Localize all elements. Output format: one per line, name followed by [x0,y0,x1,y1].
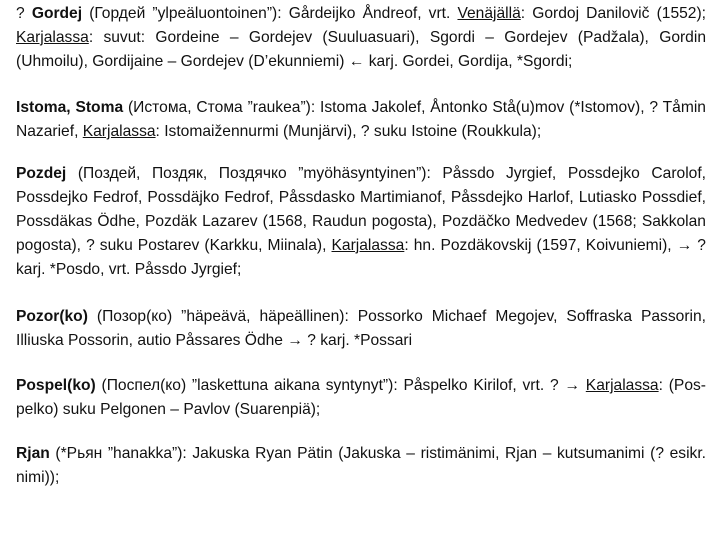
underlined-term: Karjalassa [331,237,405,254]
entry-istoma [16,96,706,144]
underlined-term: Karjalassa [82,123,156,140]
underlined-term: Karjalassa [16,29,89,46]
entry-pospel [16,374,706,422]
entry-headword: Pozdej [16,165,67,182]
entry-text: (Позор(ко) ”häpeävä, häpeällinen): Possorko Michaef Megojev, Soffraska Passorin, Illiuska Possorin, autio Påssares Ödhe → ? karj. *Possari [16,308,706,349]
underlined-term: Karjalassa [585,377,659,394]
entry-text: : (Pos-pelko) suku Pelgonen – Pavlov (Suarenpiä); [16,377,706,418]
entry-headword: Gordej [31,5,83,22]
entry-pozor [16,305,706,353]
entry-text: (Истома, Стома ”raukea”): Istoma Jakolef, Åntonko Stå(u)mov (*Istomov), ? Tåmin Nazarief, [16,99,706,140]
entry-text: (*Рьян ”hanakka”): Jakuska Ryan Pätin (Jakuska – ristimänimi, Rjan – kutsumanimi (? esikr. nimi)); [16,445,706,486]
entry-text: : suvut: Gordeine – Gordejev (Suuluasuari), Sgordi – Gordejev (Padžala), Gordin (Uhmoilu), Gordijaine – Gordejev (D’ekunniemi) ← karj. Gordei, Gordija, *Sgordi; [16,29,706,70]
entry-rjan [16,442,706,490]
entry-text: : hn. Pozdäkovskij (1597, Koivuniemi), → ? karj. *Posdo, vrt. Påssdo Jyrgief; [16,237,706,278]
entry-text: : Gordoj Danilovič (1552); [520,5,706,22]
entry-gordej [16,2,706,74]
entry-text: (Гордей ”ylpeäluontoinen”): Gårdeijko Åndreof, vrt. [82,5,458,22]
entry-headword: Pozor(ko) [16,308,88,325]
entry-prefix: ? [16,5,32,22]
entry-text: (Поздей, Поздяк, Поздячко ”myöhäsyntyinen”): Påssdo Jyrgief, Possdejko Carolof, Possdejko Fedrof, Possdäjko Fedrof, Påssdasko Martimianof, Påssdejko Harlof, Lutiasko Possdief, Possdäkas Ödhe, Pozdäk Lazarev (1568, Raudun pogosta), Pozdäčko Medvedev (1568; Sakkolan pogosta), ? suku Postarev (Karkku, Miinala), [16,165,706,254]
entry-text: (Поспел(ко) ”laskettuna aikana syntynyt”): Påspelko Kirilof, vrt. ? → [95,377,586,394]
entry-text: : Istomaižennurmi (Munjärvi), ? suku Istoine (Roukkula); [155,123,542,140]
document-body [16,2,706,512]
entry-headword: Istoma, Stoma [16,99,124,116]
entry-headword: Rjan [16,445,50,462]
underlined-term: Venäjällä [457,5,521,22]
entry-pozdej [16,162,706,282]
entry-headword: Pospel(ko) [16,377,96,394]
